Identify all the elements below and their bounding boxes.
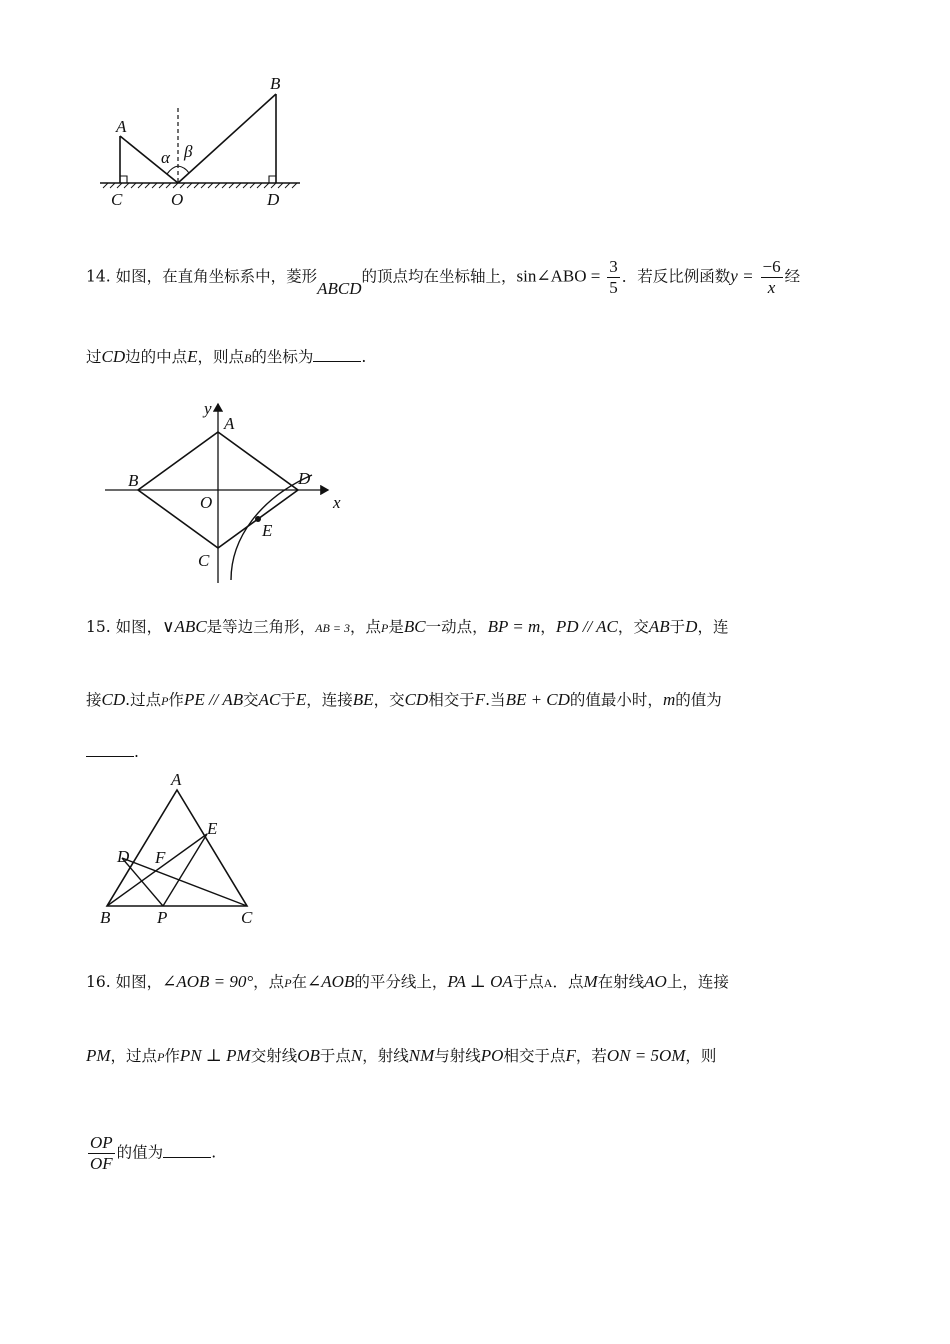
label-B: B bbox=[270, 74, 281, 93]
label-B: B bbox=[100, 908, 111, 927]
label-E: E bbox=[262, 521, 273, 540]
label-O: O bbox=[171, 190, 184, 209]
label-beta: β bbox=[184, 142, 193, 161]
label-alpha: α bbox=[161, 148, 170, 167]
label-O: O bbox=[200, 493, 213, 512]
label-D: D bbox=[298, 469, 311, 488]
figure-triangle bbox=[95, 770, 265, 930]
answer-blank[interactable] bbox=[163, 1143, 211, 1158]
fraction-neg6-x: $\frac{-6}{x}$ bbox=[762, 257, 781, 297]
label-A: A bbox=[116, 117, 127, 136]
label-A: A bbox=[171, 770, 182, 789]
label-A: A bbox=[224, 414, 235, 433]
label-D: D bbox=[267, 190, 280, 209]
q16-line-2: PM，过点P作PN ⊥ PM交射线OB于点N，射线NM与射线PO相交于点F，若ON = 5OM，则 bbox=[86, 1046, 717, 1065]
figure-reflection bbox=[95, 70, 310, 215]
label-y: y bbox=[204, 399, 212, 418]
label-C: C bbox=[198, 551, 210, 570]
label-D: D bbox=[117, 847, 130, 866]
q16-line-1: 16. 如图，∠AOB = 90°，点P在∠AOB的平分线上，PA ⊥ OA于点A．点M在射线AO上，连接 bbox=[86, 972, 729, 991]
label-C: C bbox=[241, 908, 253, 927]
label-E: E bbox=[207, 819, 218, 838]
figure-rhombus bbox=[100, 398, 355, 588]
label-x: x bbox=[333, 493, 341, 512]
q14-line-2: 过CD边的中点E，则点B的坐标为 . bbox=[86, 347, 367, 366]
label-B: B bbox=[128, 471, 139, 490]
label-C: C bbox=[111, 190, 123, 209]
q15-line-2: 接CD.过点P作PE // AB交AC于E，连接BE，交CD相交于F.当BE + CD的值最小时，m的值为 bbox=[86, 690, 722, 709]
fraction-3-5: $\frac{3}{5}$ bbox=[609, 257, 618, 297]
fraction-op-of: $\frac{OP}{OF}$ bbox=[90, 1133, 113, 1173]
q15-line-3: . bbox=[86, 740, 139, 764]
answer-blank[interactable] bbox=[313, 347, 361, 362]
label-P: P bbox=[157, 908, 168, 927]
q15-line-1: 15. 如图，∨ABC是等边三角形，AB = 3，点P是BC一动点，BP = m，PD // AC，交AB于D，连 bbox=[86, 617, 729, 636]
q14-line-1: 14. 如图，在直角坐标系中，菱形ABCD的顶点均在坐标轴上，sin∠ABO = $\frac{3}{5}$ ．若反比例函数y = $\frac{-6}{x}$ 经 bbox=[86, 257, 801, 298]
q16-line-3: $\frac{OP}{OF}$ 的值为 . bbox=[90, 1133, 217, 1173]
answer-blank[interactable] bbox=[86, 742, 134, 757]
label-F: F bbox=[155, 848, 166, 867]
